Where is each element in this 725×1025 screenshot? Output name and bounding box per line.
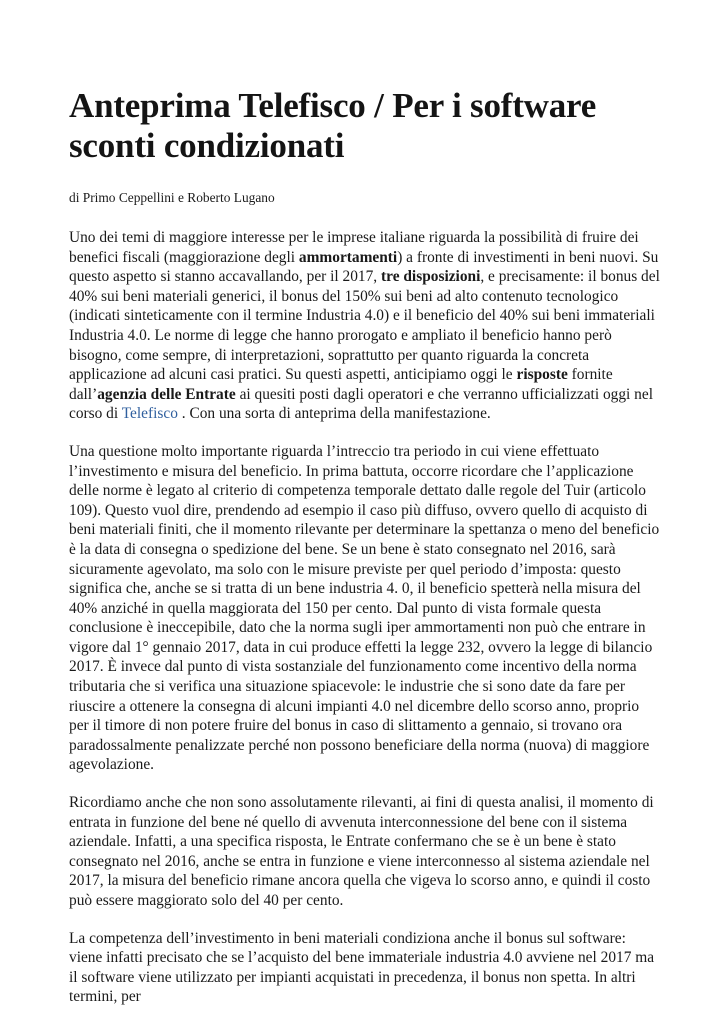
- article-body: [69, 228, 661, 1007]
- paragraph-1-text-6: . Con una sorta di anteprima della manifestazione.: [177, 405, 491, 423]
- paragraph-1-text-5: ai quesiti posti dagli operatori e che verranno ufficializzati oggi nel corso di: [69, 385, 653, 423]
- article-title: Anteprima Telefisco / Per i software sconti condizionati: [69, 86, 597, 165]
- article-byline: di Primo Ceppellini e Roberto Lugano: [69, 190, 275, 205]
- paragraph-1-text-4: fornite dall’: [69, 366, 613, 403]
- bold-ammortamenti: ammortamenti: [298, 248, 398, 266]
- paragraph-4: La competenza dell’investimento in beni materiali condiziona anche il bonus sul software: viene infatti precisato che se l’acquisto del bene immateriale industria 4.0 avviene nel 2017 ma il software viene utilizzato per impianti acquistati in precedenza, il bonus non spetta. In altri termini, per: [69, 929, 655, 1006]
- paragraph-1-text-2: ) a fronte di investimenti in beni nuovi. Su questo aspetto si stanno accavallando, per il 2017,: [69, 248, 659, 286]
- bold-tre-disposizioni: tre disposizioni: [381, 268, 481, 286]
- paragraph-2: Una questione molto importante riguarda l’intreccio tra periodo in cui viene effettuato l’investimento e misura del beneficio. In prima battuta, occorre ricordare che l’applicazione delle norme è legato al criterio di competenza temporale dettato dalle regole del Tuir (articolo 109). Questo vuol dire, prendendo ad esempio il caso più diffuso, ovvero quello di acquisto di beni materiali finiti, che il momento rilevante per determinare la spettanza o meno del beneficio è la data di consegna o spedizione del bene. Se un bene è stato consegnato nel 2016, sarà sicuramente agevolato, ma solo con le misure previste per quel periodo d’imposta: questo significa che, anche se si tratta di un bene industria 4. 0, il beneficio spetterà nella misura del 40% anziché in quella maggiorata del 150 per cento. Dal punto di vista formale questa conclusione è ineccepibile, dato che la norma sugli iper ammortamenti non può che entrare in vigore dal 1° gennaio 2017, data in cui produce effetti la legge 232, ovvero la legge di bilancio 2017. È invece dal punto di vista sostanziale del funzionamento come incentivo della norma tributaria che si verifica una situazione spiacevole: le industrie che si sono date da fare per riuscire a ottenere la consegna di alcuni impianti 4.0 nel dicembre dello scorso anno, proprio per il timore di non potere fruire del bonus in caso di slittamento a gennaio, si trovano ora paradossalmente penalizzate perché non possono beneficiare della norma (nuova) di maggiore agevolazione.: [69, 442, 660, 774]
- paragraph-1-text-3: , e precisamente: il bonus del 40% sui beni materiali generici, il bonus del 150% sui beni ad alto contenuto tecnologico (indicati sinteticamente con il termine Industria 4.0) e il beneficio del 40% sui beni immateriali Industria 4.0. Le norme di legge che hanno prorogato e ampliato il beneficio hanno però bisogno, come sempre, di interpretazioni, soprattutto per quanto riguarda la concreta applicazione ad alcuni casi pratici. Su questi aspetti, anticipiamo oggi le: [69, 268, 660, 384]
- telefisco-link[interactable]: Telefisco: [121, 405, 178, 423]
- paragraph-3: Ricordiamo anche che non sono assolutamente rilevanti, ai fini di questa analisi, il momento di entrata in funzione del bene né quello di avvenuta interconnessione del bene con il sistema aziendale. Infatti, a una specifica risposta, le Entrate confermano che se è un bene è stato consegnato nel 2016, anche se entra in funzione e viene interconnesso al sistema aziendale nel 2017, la misura del beneficio rimane ancora quella che vigeva lo scorso anno, e quindi il costo può essere maggiorato solo del 40 per cento.: [69, 794, 654, 909]
- paragraph-1: [69, 228, 661, 424]
- bold-agenzia-entrate: agenzia delle Entrate: [97, 385, 236, 403]
- paragraph-1-text-1: Uno dei temi di maggiore interesse per le imprese italiane riguarda la possibilità di fruire dei benefici fiscali (maggiorazione degli: [69, 229, 639, 266]
- bold-risposte: risposte: [516, 366, 568, 384]
- article: [69, 86, 661, 1025]
